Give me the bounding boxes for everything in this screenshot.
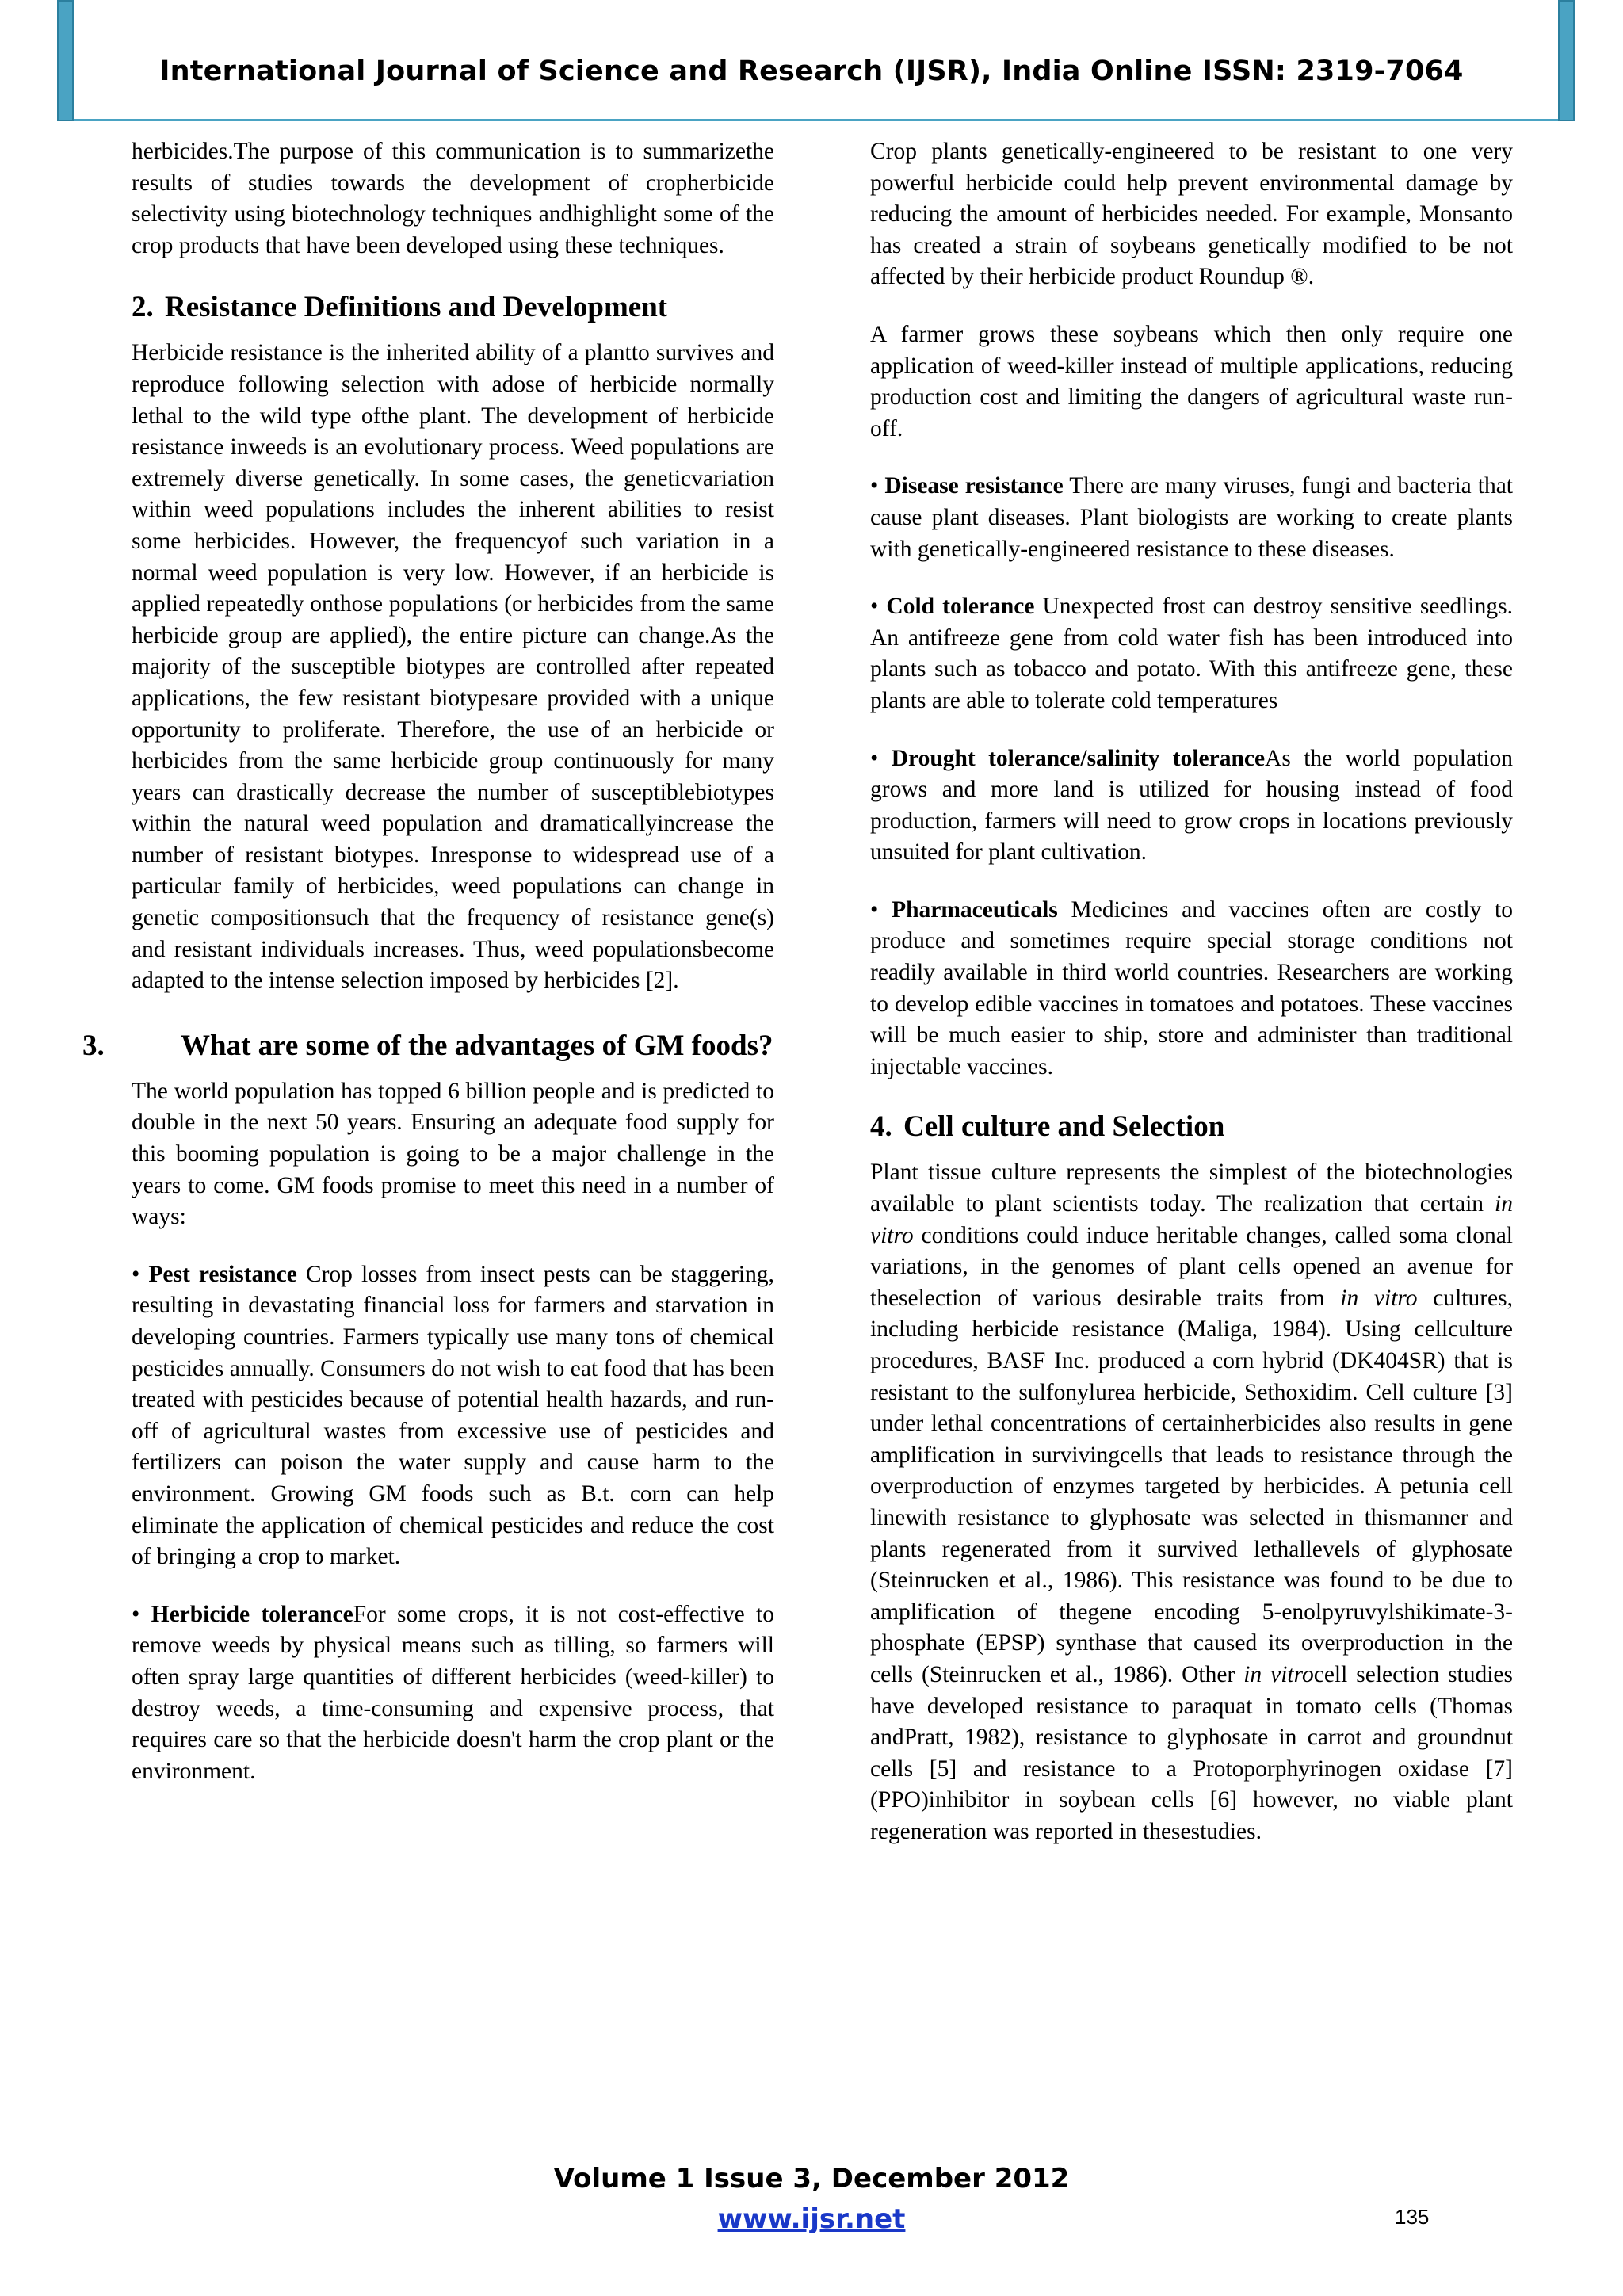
- pest-resistance-paragraph: [132, 1259, 774, 1573]
- section-2-title: Resistance Definitions and Development: [165, 291, 668, 324]
- in-vitro-term: in vitro: [1243, 1661, 1314, 1687]
- cold-tolerance-paragraph: [870, 591, 1513, 716]
- herbicide-tolerance-text: For some crops, it is not cost-effective to remove weeds by physical means such as tilling, so farmers will often spray large quantities of different herbicides (weed-killer) to destroy weeds, a time-consuming and expensive process, that requires care so that the herbicide doesn't harm the crop plant or the environment.: [132, 1601, 774, 1784]
- bullet-glyph: •: [870, 594, 879, 620]
- pest-resistance-label: Pest resistance: [148, 1261, 297, 1287]
- drought-tolerance-label: Drought tolerance/salinity tolerance: [891, 745, 1266, 771]
- page-header: [0, 0, 1623, 125]
- cold-tolerance-text: Unexpected frost can destroy sensitive seedlings. An antifreeze gene from cold water fish has been introduced into plants such as tobacco and potato. With this antifreeze gene, these plants are able to tolerate cold temperatures: [870, 594, 1513, 713]
- section-4-number: 4.: [870, 1110, 892, 1144]
- section-2-heading: [132, 290, 774, 325]
- section-4-text-3: cultures, including herbicide resistance (Maliga, 1984). Using cellculture procedures, BASF Inc. produced a corn hybrid (DK404SR) that is resistant to the sulfonylurea herbicide, Sethoxidim. Cell culture [3] under lethal concentrations of certainherbicides also results in gene amplification in survivingcells that leads to resistance through the overproduction of enzymes targeted by herbicides. A petunia cell linewith resistance to glyphosate was selected in thismanner and plants regenerated from it survived lethallevels of glyphosate (Steinrucken et al., 1986). This resistance was found to be due to amplification of thegene encoding 5-enolpyruvylshikimate-3-phosphate (EPSP) synthase that caused its overproduction in the cells (Steinrucken et al., 1986). Other: [870, 1285, 1513, 1687]
- bullet-glyph: •: [870, 896, 879, 923]
- crop-plants-paragraph: Crop plants genetically-engineered to be resistant to one very powerful herbicide could help prevent environmental damage by reducing the amount of herbicides needed. For example, Monsanto has created a strain of soybeans genetically modified to be not affected by their herbicide product Roundup ®.: [870, 139, 1513, 290]
- in-vitro-term: in vitro: [1340, 1285, 1418, 1311]
- disease-resistance-label: Disease resistance: [884, 473, 1064, 499]
- disease-resistance-paragraph: [870, 471, 1513, 565]
- bullet-glyph: •: [132, 1261, 140, 1287]
- drought-tolerance-paragraph: [870, 743, 1513, 869]
- bullet-glyph: •: [870, 473, 879, 499]
- herbicide-tolerance-paragraph: [132, 1599, 774, 1788]
- herbicide-tolerance-label: Herbicide tolerance: [151, 1601, 353, 1627]
- section-3-paragraph: The world population has topped 6 billion people and is predicted to double in the next 50 years. Ensuring an adequate food supply for this booming population is going to be a major challenge in the years to come. GM foods promise to meet this need in a number of ways:: [132, 1078, 774, 1230]
- section-2-number: 2.: [132, 291, 154, 324]
- cold-tolerance-label: Cold tolerance: [886, 594, 1035, 620]
- in-vitro-term: in vitro: [870, 1191, 1513, 1248]
- intro-paragraph: herbicides.The purpose of this communication is to summarizethe results of studies towards the development of cropherbicide selectivity using biotechnology techniques andhighlight some of the crop products that have been developed using these techniques.: [132, 139, 774, 258]
- section-3-number: 3.: [82, 1029, 105, 1062]
- pharmaceuticals-paragraph: [870, 895, 1513, 1083]
- volume-issue: Volume 1 Issue 3, December 2012: [553, 2163, 1070, 2195]
- disease-resistance-text: There are many viruses, fungi and bacteria that cause plant diseases. Plant biologists are working to create plants with genetically-engineered resistance to these diseases.: [870, 473, 1513, 562]
- bullet-glyph: •: [132, 1601, 140, 1627]
- section-2-paragraph: Herbicide resistance is the inherited ability of a plantto survives and reproduce following selection with adose of herbicide normally lethal to the wild type ofthe plant. The development of herbicide resistance inweeds is an evolutionary process. Weed populations are extremely diverse genetically. In some cases, the geneticvariation within weed populations includes the inherent abilities to resist some herbicides. However, the frequencyof such variation in a normal weed population is very low. However, if an herbicide is applied repeatedly onthose populations (or herbicides from the same herbicide group are applied), the entire picture can change.As the majority of the susceptible biotypes are controlled after repeated applications, the few resistant biotypesare provided with a unique opportunity to proliferate. Therefore, the use of an herbicide or herbicides from the same herbicide group continuously for many years can drastically decrease the number of susceptiblebiotypes within the natural weed population and dramaticallyincrease the number of resistant biotypes. Inresponse to widespread use of a particular family of herbicides, weed populations can change in genetic compositionsuch that the frequency of resistance gene(s) and resistant individuals increases. Thus, weed populationsbecome adapted to the intense selection imposed by herbicides [2].: [132, 340, 774, 994]
- right-column: [870, 136, 1513, 1848]
- section-3-title: What are some of the advantages of GM foods?: [181, 1029, 773, 1062]
- section-4-text-4: cell selection studies have developed resistance to paraquat in tomato cells (Thomas andPratt, 1982), resistance to glyphosate in carrot and groundnut cells [5] and resistance to a Protoporphyrinogen oxidase [7] (PPO)inhibitor in soybean cells [6] however, no viable plant regeneration was reported in thesestudies.: [870, 1661, 1514, 1844]
- journal-website-link[interactable]: www.ijsr.net: [717, 2203, 906, 2235]
- farmer-paragraph: A farmer grows these soybeans which then only require one application of weed-killer instead of multiple applications, reducing production cost and limiting the dangers of agricultural waste run-off.: [870, 321, 1513, 441]
- section-4-title: Cell culture and Selection: [903, 1110, 1225, 1144]
- pharmaceuticals-label: Pharmaceuticals: [892, 896, 1058, 923]
- section-4-heading: [870, 1110, 1513, 1144]
- page-number: 135: [1395, 2205, 1430, 2229]
- pharmaceuticals-text: Medicines and vaccines often are costly to produce and sometimes require special storage conditions not readily available in third world countries. Researchers are working to develop edible vaccines in tomatoes and potatoes. These vaccines will be much easier to ship, store and administer than traditional injectable vaccines.: [870, 896, 1513, 1079]
- left-column: [82, 136, 775, 1787]
- journal-title: International Journal of Science and Research (IJSR), India Online ISSN: 2319-7064: [159, 55, 1464, 87]
- header-rule: [74, 119, 1558, 121]
- section-4-paragraph: [870, 1157, 1513, 1847]
- section-4-text-1: Plant tissue culture represents the simplest of the biotechnologies available to plant scientists today. The realization that certain: [870, 1159, 1513, 1217]
- pest-resistance-text: Crop losses from insect pests can be staggering, resulting in devastating financial loss for farmers and starvation in developing countries. Farmers typically use many tons of chemical pesticides annually. Consumers do not wish to eat food that has been treated with pesticides because of potential health hazards, and run-off of agricultural wastes from excessive use of pesticides and fertilizers can poison the water supply and cause harm to the environment. Growing GM foods such as B.t. corn can help eliminate the application of chemical pesticides and reduce the cost of bringing a crop to market.: [132, 1261, 775, 1570]
- section-4-text-2: conditions could induce heritable changes, called soma clonal variations, in the genomes of plant cells opened an avenue for theselection of various desirable traits from: [870, 1222, 1513, 1311]
- bullet-glyph: •: [870, 745, 879, 771]
- section-3-heading: [82, 1029, 774, 1064]
- drought-tolerance-text: As the world population grows and more land is utilized for housing instead of food production, farmers will need to grow crops in locations previously unsuited for plant cultivation.: [870, 745, 1513, 865]
